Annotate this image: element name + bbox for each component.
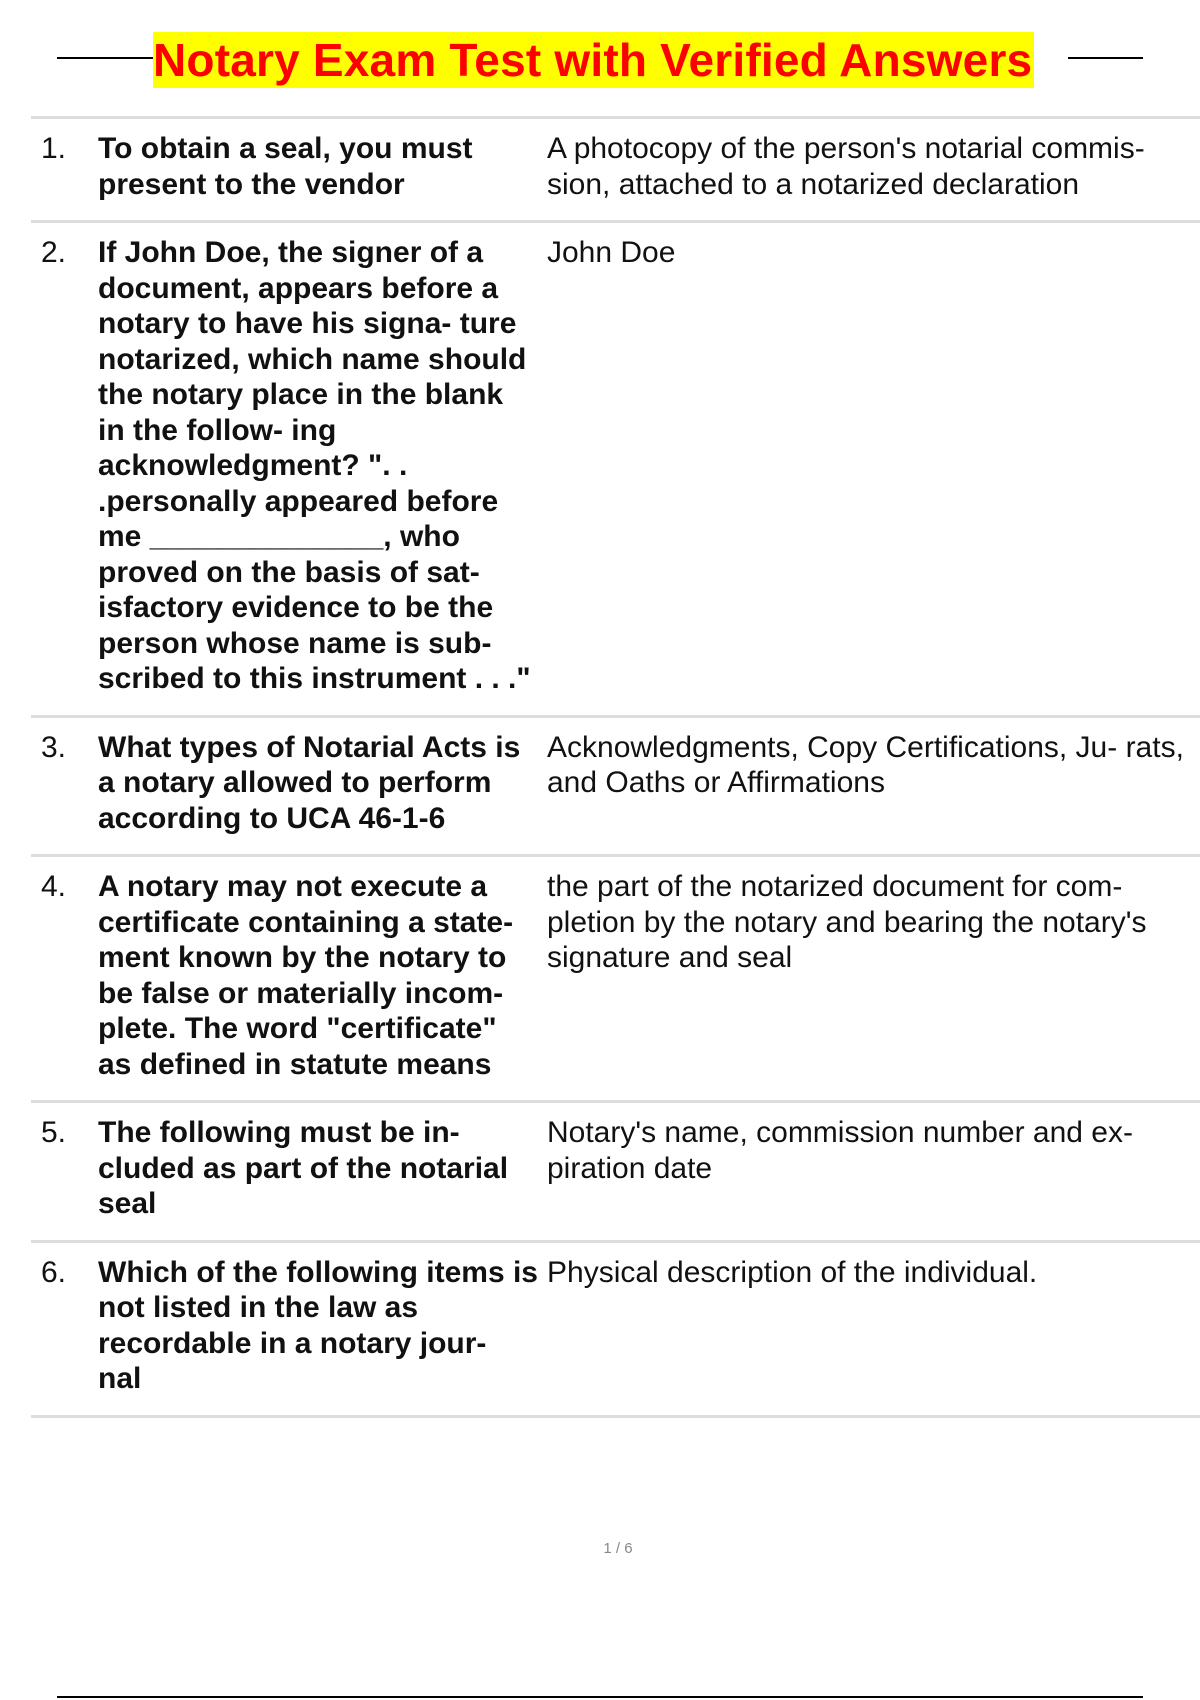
document-title: Notary Exam Test with Verified Answers [153, 34, 1033, 86]
question-text: To obtain a seal, you must present to the vendor [98, 132, 473, 201]
question-text: If John Doe, the signer of a document, appears before a notary to have his signa- ture notarized, which name should the notary place in the blank in the follow- ing acknowledgment? ". . .personally appeared before me ______________, who proved on the basis of sat- isfactory evidence to be the person whose name is sub- scribed to this instrument . . ." [98, 236, 531, 695]
answer-text: A photocopy of the person's notarial commis- sion, attached to a notarized declaration [547, 132, 1145, 201]
title-rule-left [57, 57, 157, 59]
question-number: 5. [41, 1116, 67, 1149]
question-text: What types of Notarial Acts is a notary allowed to perform according to UCA 46-1-6 [98, 730, 521, 835]
title-rule-right [1068, 57, 1143, 59]
qa-row-4 [31, 857, 1200, 1103]
answer-text: Notary's name, commission number and ex- piration date [547, 1116, 1133, 1185]
qa-row-6 [31, 1243, 1200, 1418]
question-number: 1. [41, 132, 67, 165]
qa-row-3 [31, 718, 1200, 858]
question-text: A notary may not execute a certificate containing a state- ment known by the notary to be false or materially incom- plete. The word "certificate" as defined in statute means [98, 870, 514, 1081]
qa-row-5 [31, 1103, 1200, 1243]
answer-text: John Doe [547, 236, 676, 269]
question-number: 3. [41, 730, 67, 764]
question-text: The following must be in- cluded as part of the notarial seal [98, 1116, 509, 1220]
answer-text: the part of the notarized document for com- pletion by the notary and bearing the notary's signature and seal [547, 870, 1147, 974]
question-number: 4. [41, 870, 67, 903]
question-number: 6. [41, 1255, 67, 1289]
qa-row-2 [31, 223, 1200, 718]
footer-rule [57, 1696, 1143, 1698]
answer-text: Acknowledgments, Copy Certifications, Ju- rats, and Oaths or Affirmations [547, 730, 1184, 799]
qa-row-1 [31, 119, 1200, 223]
question-text: Which of the following items is not listed in the law as recordable in a notary jour- nal [98, 1255, 538, 1395]
question-answer-table [31, 116, 1200, 1418]
page-header [0, 28, 1200, 94]
question-number: 2. [41, 236, 67, 269]
page-number: 1 / 6 [603, 1540, 633, 1557]
answer-text: Physical description of the individual. [547, 1255, 1038, 1289]
